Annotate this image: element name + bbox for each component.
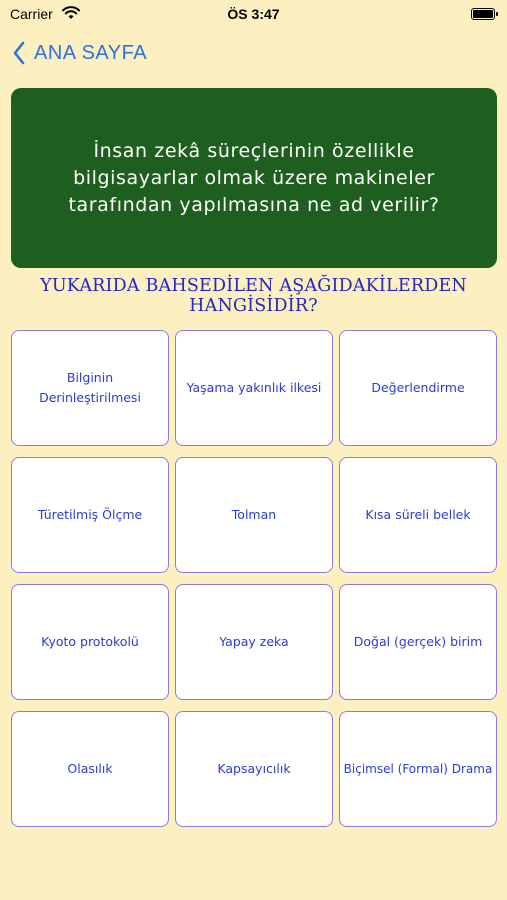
status-bar [0, 0, 507, 28]
carrier-label: Carrier [10, 6, 53, 22]
answer-option-label: Değerlendirme [371, 380, 465, 395]
status-time: ÖS 3:47 [227, 6, 280, 22]
battery-icon [471, 8, 495, 20]
answer-option[interactable] [11, 584, 169, 700]
answer-option-label: Olasılık [67, 761, 113, 776]
answer-option[interactable] [11, 457, 169, 573]
answer-option[interactable] [175, 584, 333, 700]
answer-option[interactable] [339, 584, 497, 700]
answer-option-label: Türetilmiş Ölçme [37, 507, 143, 522]
answer-option[interactable] [175, 457, 333, 573]
back-button-label: ANA SAYFA [34, 41, 148, 64]
prompt-line-2: HANGİSİDİR? [189, 296, 318, 316]
question-board [11, 88, 497, 268]
answer-option-label: Tolman [231, 507, 277, 522]
answer-option-label: Yaşama yakınlık ilkesi [186, 380, 322, 395]
answer-option-label: Kısa süreli bellek [365, 507, 471, 522]
answer-option[interactable] [175, 711, 333, 827]
answer-option-label: Yapay zeka [219, 634, 289, 649]
answer-label-line-2: Derinleştirilmesi [39, 390, 141, 405]
question-prompt [0, 276, 507, 316]
answer-option[interactable] [339, 711, 497, 827]
answer-label-line-1: Bilginin [66, 370, 114, 385]
question-text: İnsan zekâ süreçlerinin özellikle bilgisayarlar olmak üzere makineler tarafından yapılmasına ne ad verilir? [68, 139, 440, 216]
prompt-line-1: YUKARIDA BAHSEDİLEN AŞAĞIDAKİLERDEN [40, 276, 467, 296]
answer-option[interactable] [11, 330, 169, 446]
answer-option-label: Biçimsel (Formal) Drama [343, 762, 493, 776]
answer-option[interactable] [11, 711, 169, 827]
answer-grid [11, 330, 497, 828]
answer-option-label [35, 368, 145, 408]
back-button[interactable] [12, 36, 147, 70]
answer-option[interactable] [339, 457, 497, 573]
answer-option-label: Doğal (gerçek) birim [353, 634, 483, 649]
chevron-left-icon [12, 41, 26, 65]
answer-option[interactable] [175, 330, 333, 446]
answer-option[interactable] [339, 330, 497, 446]
answer-option-label: Kyoto protokolü [41, 634, 139, 649]
answer-option-label: Kapsayıcılık [217, 761, 291, 776]
